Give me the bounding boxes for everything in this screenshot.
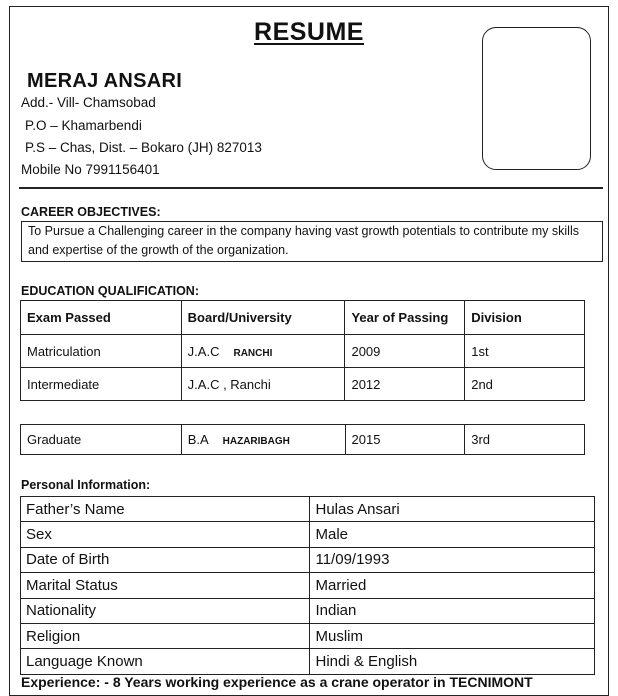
table-row — [21, 335, 585, 368]
value-cell: Hindi & English — [310, 649, 595, 674]
table-row — [21, 425, 585, 455]
education-heading: EDUCATION QUALIFICATION: — [21, 284, 199, 298]
year-cell: 2012 — [345, 368, 465, 401]
exam-cell: Matriculation — [21, 335, 182, 368]
label-cell: Father’s Name — [21, 497, 310, 522]
value-cell: Male — [310, 522, 595, 547]
label-cell: Language Known — [21, 649, 310, 674]
address-line-1: Add.- Vill- Chamsobad — [21, 95, 156, 110]
table-header-row — [21, 301, 585, 335]
address-line-3: P.S – Chas, Dist. – Bokaro (JH) 827013 — [25, 140, 262, 155]
board-name: B.A — [187, 432, 209, 447]
experience-line: Experience: - 8 Years working experience as a crane operator in TECNIMONT — [21, 674, 533, 690]
division-cell: 2nd — [465, 368, 585, 401]
personal-info-table — [20, 496, 595, 675]
value-cell: Hulas Ansari — [310, 497, 595, 522]
board-cell: J.A.C , Ranchi — [181, 368, 345, 401]
column-header: Division — [465, 301, 585, 335]
education-table — [20, 300, 585, 401]
board-place: RANCHI — [233, 347, 273, 359]
photo-box — [482, 27, 591, 170]
board-name: J.A.C — [187, 343, 220, 359]
mobile-number: Mobile No 7991156401 — [21, 162, 160, 177]
board-cell — [181, 425, 345, 455]
year-cell: 2015 — [345, 425, 465, 455]
table-row — [21, 368, 585, 401]
value-cell: Indian — [310, 598, 595, 623]
value-cell: 11/09/1993 — [310, 547, 595, 572]
section-divider — [19, 187, 603, 189]
label-cell: Date of Birth — [21, 547, 310, 572]
column-header: Board/University — [181, 301, 345, 335]
board-place: HAZARIBAGH — [222, 436, 290, 447]
page-title: RESUME — [254, 18, 364, 46]
graduate-table — [20, 424, 585, 455]
value-cell: Muslim — [310, 623, 595, 648]
division-cell: 1st — [465, 335, 585, 368]
career-objective-text: To Pursue a Challenging career in the company having vast growth potentials to contribute my skills and expertise of the growth of the organization. — [21, 221, 603, 262]
board-cell — [181, 335, 345, 368]
table-row — [21, 573, 595, 598]
table-row — [21, 598, 595, 623]
division-cell: 3rd — [465, 425, 585, 455]
column-header: Exam Passed — [21, 301, 182, 335]
year-cell: 2009 — [345, 335, 465, 368]
label-cell: Marital Status — [21, 573, 310, 598]
table-row — [21, 547, 595, 572]
label-cell: Nationality — [21, 598, 310, 623]
table-row — [21, 522, 595, 547]
personal-heading: Personal Information: — [21, 478, 151, 492]
table-row — [21, 649, 595, 674]
column-header: Year of Passing — [345, 301, 465, 335]
exam-cell: Intermediate — [21, 368, 182, 401]
table-row — [21, 623, 595, 648]
value-cell: Married — [310, 573, 595, 598]
address-line-2: P.O – Khamarbendi — [25, 118, 142, 133]
candidate-name: MERAJ ANSARI — [27, 70, 183, 92]
label-cell: Religion — [21, 623, 310, 648]
label-cell: Sex — [21, 522, 310, 547]
table-row — [21, 497, 595, 522]
exam-cell: Graduate — [21, 425, 182, 455]
career-heading: CAREER OBJECTIVES: — [21, 205, 161, 219]
